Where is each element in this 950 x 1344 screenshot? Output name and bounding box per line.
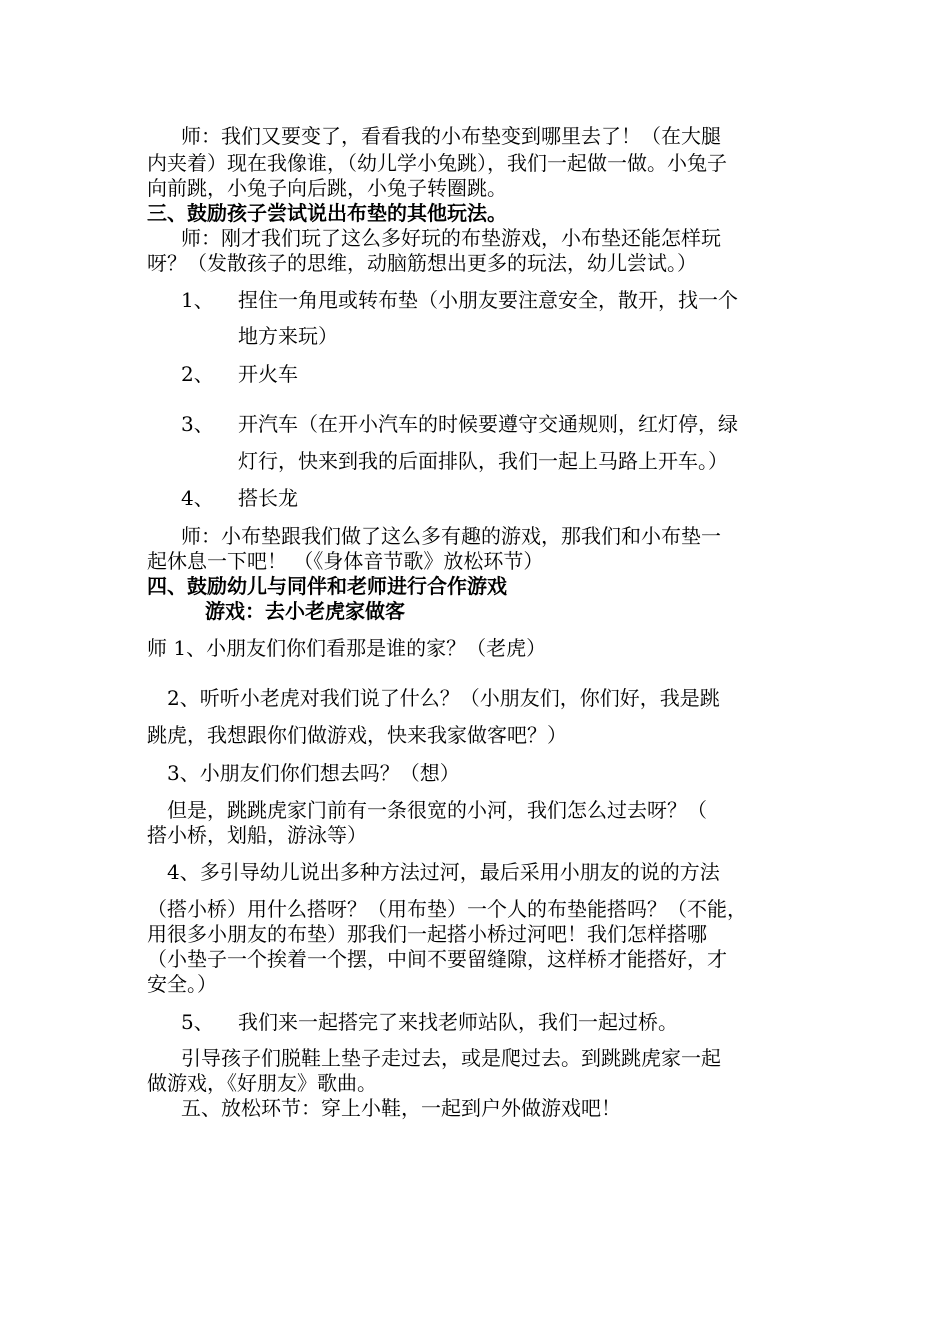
- list-item: 我们来一起搭完了来找老师站队，我们一起过桥。: [238, 1010, 678, 1034]
- list-number: 3、: [181, 412, 214, 436]
- paragraph-line: 五、放松环节：穿上小鞋，一起到户外做游戏吧！: [181, 1096, 621, 1120]
- paragraph-line: 内夹着）现在我像谁，（幼儿学小兔跳），我们一起做一做。小兔子: [147, 151, 727, 175]
- paragraph-line: 做游戏，《好朋友》歌曲。: [147, 1071, 377, 1095]
- paragraph-line: 2、听听小老虎对我们说了什么？（小朋友们，你们好，我是跳: [167, 686, 720, 710]
- paragraph-line: 搭小桥，划船，游泳等）: [147, 823, 367, 847]
- paragraph-line: 师 1、小朋友们你们看那是谁的家？（老虎）: [147, 636, 547, 660]
- paragraph-line: 4、多引导幼儿说出多种方法过河，最后采用小朋友的说的方法: [167, 860, 720, 884]
- paragraph-line: 跳虎，我想跟你们做游戏，快来我家做客吧？）: [147, 723, 567, 747]
- paragraph-line: 但是，跳跳虎家门前有一条很宽的小河，我们怎么过去呀？（: [167, 798, 707, 822]
- paragraph-line: 安全。）: [147, 972, 217, 996]
- section-heading-4: 四、鼓励幼儿与同伴和老师进行合作游戏: [147, 574, 507, 598]
- paragraph-line: 起休息一下吧！ （《身体音节歌》放松环节）: [147, 549, 544, 573]
- paragraph-line: 用很多小朋友的布垫）那我们一起搭小桥过河吧！我们怎样搭哪: [147, 922, 707, 946]
- paragraph-line: 师：我们又要变了，看看我的小布垫变到哪里去了！（在大腿: [181, 124, 721, 148]
- paragraph-line: 引导孩子们脱鞋上垫子走过去，或是爬过去。到跳跳虎家一起: [181, 1046, 721, 1070]
- list-item: 开火车: [238, 362, 298, 386]
- list-number: 4、: [181, 486, 214, 510]
- paragraph-line: 向前跳，小兔子向后跳，小兔子转圈跳。: [147, 176, 507, 200]
- list-item: 开汽车（在开小汽车的时候要遵守交通规则，红灯停，绿: [238, 412, 738, 436]
- paragraph-line: （搭小桥）用什么搭呀？（用布垫）一个人的布垫能搭吗？（不能，: [147, 897, 747, 921]
- paragraph-line: 呀？（发散孩子的思维，动脑筋想出更多的玩法，幼儿尝试。）: [147, 251, 697, 275]
- game-title: 游戏：去小老虎家做客: [205, 599, 405, 623]
- list-item-continued: 灯行，快来到我的后面排队，我们一起上马路上开车。）: [238, 449, 728, 473]
- list-number: 5、: [181, 1010, 214, 1034]
- list-number: 2、: [181, 362, 214, 386]
- list-item: 捏住一角甩或转布垫（小朋友要注意安全，散开，找一个: [238, 288, 738, 312]
- paragraph-line: （小垫子一个挨着一个摆，中间不要留缝隙，这样桥才能搭好，才: [147, 947, 727, 971]
- paragraph-line: 师：刚才我们玩了这么多好玩的布垫游戏，小布垫还能怎样玩: [181, 226, 721, 250]
- paragraph-line: 3、小朋友们你们想去吗？（想）: [167, 761, 460, 785]
- list-item-continued: 地方来玩）: [238, 324, 338, 348]
- list-item: 搭长龙: [238, 486, 298, 510]
- paragraph-line: 师：小布垫跟我们做了这么多有趣的游戏，那我们和小布垫一: [181, 524, 721, 548]
- section-heading-3: 三、鼓励孩子尝试说出布垫的其他玩法。: [147, 201, 507, 225]
- list-number: 1、: [181, 288, 214, 312]
